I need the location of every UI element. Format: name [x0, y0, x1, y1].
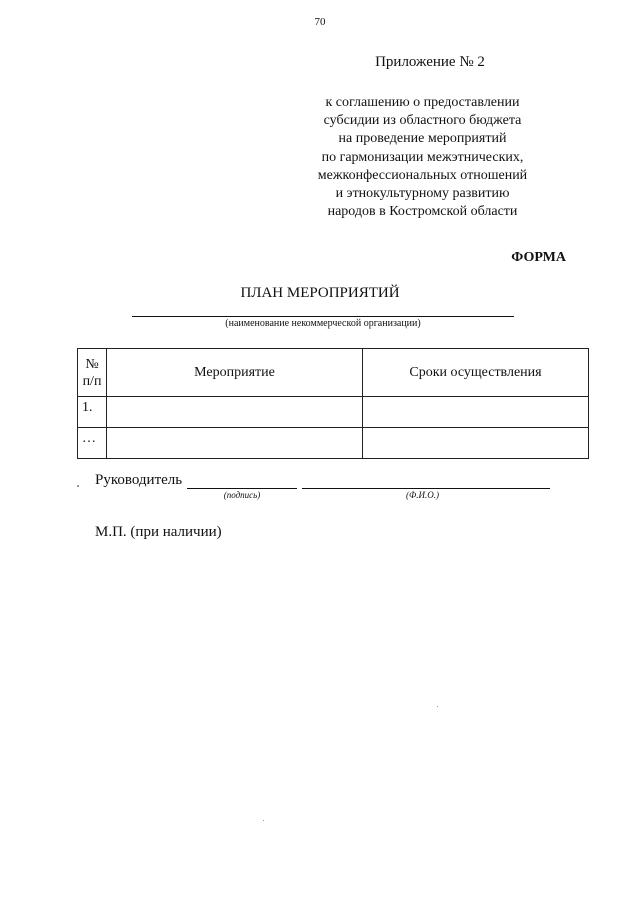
scan-speck	[77, 485, 79, 487]
appendix-line: межконфессиональных отношений	[317, 167, 528, 183]
table-row	[78, 428, 589, 459]
row-dates[interactable]	[363, 428, 589, 459]
appendix-line: на проведение мероприятий	[338, 131, 507, 147]
header-dates: Сроки осуществления	[363, 349, 589, 397]
page-number: 70	[314, 16, 326, 28]
table-row	[78, 397, 589, 428]
scan-speck	[437, 706, 438, 707]
header-number	[78, 349, 107, 397]
row-event[interactable]	[107, 428, 363, 459]
plan-title: ПЛАН МЕРОПРИЯТИЙ	[240, 285, 400, 301]
name-caption: (Ф.И.О.)	[406, 490, 439, 500]
header-number-abbrev: п/п	[82, 373, 102, 389]
row-dates[interactable]	[363, 397, 589, 428]
appendix-line: к соглашению о предоставлении	[325, 95, 520, 110]
plan-table	[77, 348, 589, 459]
form-label: ФОРМА	[511, 250, 566, 265]
row-number: 1.	[78, 397, 107, 428]
table-header-row	[78, 349, 589, 397]
seal-note: М.П. (при наличии)	[95, 524, 222, 540]
signature-line	[187, 488, 297, 489]
appendix-title: Приложение № 2	[375, 54, 485, 70]
signature-label: Руководитель	[95, 472, 183, 488]
row-number: …	[78, 428, 107, 459]
header-event: Мероприятие	[107, 349, 363, 397]
scan-speck	[263, 820, 264, 821]
appendix-line: по гармонизации межэтнических,	[321, 149, 524, 165]
appendix-subtitle	[290, 94, 555, 221]
appendix-line: народов в Костромской области	[327, 204, 518, 220]
name-line	[302, 488, 550, 489]
header-number-symbol: №	[85, 356, 99, 372]
appendix-line: субсидии из областного бюджета	[323, 113, 522, 129]
signature-caption: (подпись)	[223, 490, 261, 500]
organization-caption: (наименование некоммерческой организации)	[225, 318, 421, 329]
organization-name-line	[132, 316, 514, 317]
appendix-line: и этнокультурному развитию	[335, 186, 510, 202]
row-event[interactable]	[107, 397, 363, 428]
